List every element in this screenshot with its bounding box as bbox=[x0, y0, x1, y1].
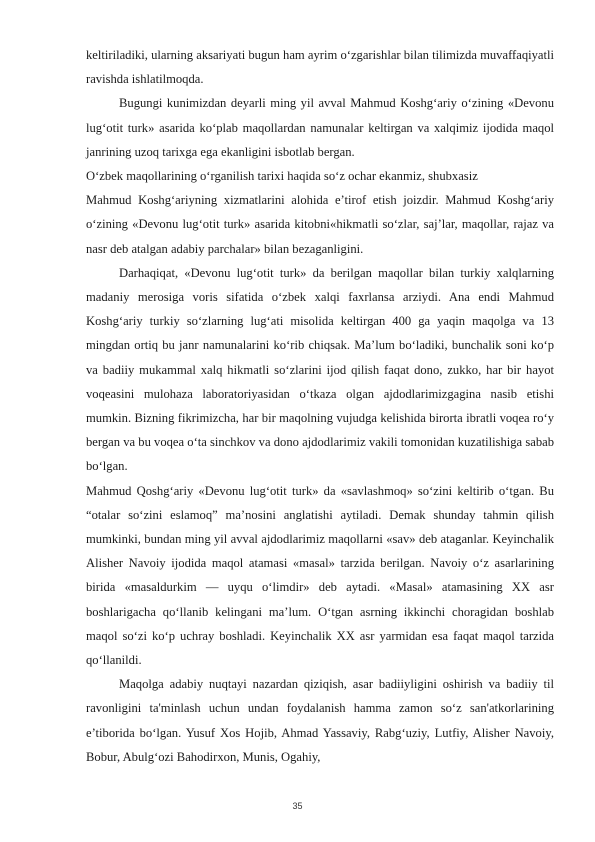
paragraph-continuation: keltiriladiki, ularning aksariyati bugun ham ayrim o‘zgarishlar bilan tilimizda muvaffaqiyatli ravishda ishlatilmoqda. bbox=[86, 48, 554, 87]
paragraph: Mahmud Qoshg‘ariy «Devonu lug‘otit turk» da «savlashmoq» so‘zini keltirib o‘tgan. Bu “otalar so‘zini eslamoq” ma’nosini anglatishi aytiladi. Demak shunday tahmin qilish mumkinki, bundan ming yil avval ajdodlarimiz maqollarni «sav» deb ataganlar. Keyinchalik Alisher Navoiy ijodida maqol atamasi «masal» tarzida berilgan. Navoiy o‘z asarlarining birida «masaldurkim — uyqu o‘limdir» deb aytadi. «Masal» atamasining XX asr boshlarigacha qo‘llanib kelingani ma’lum. O‘tgan asrning ikkinchi choragidan boshlab maqol so‘zi ko‘p uchray boshladi. Keyinchalik XX asr yarmidan esa faqat maqol tarzida qo‘llanildi. bbox=[86, 483, 554, 668]
paragraph: O‘zbek maqollarining o‘rganilish tarixi haqida so‘z ochar ekanmiz, shubxasiz bbox=[86, 169, 478, 184]
paragraph: Bugungi kunimizdan deyarli ming yil avval Mahmud Koshg‘ariy o‘zining «Devonu lug‘otit turk» asarida ko‘plab maqollardan namunalar keltirgan va xalqimiz ijodida maqol janrining uzoq tarixga ega ekanligini isbotlab bergan. bbox=[86, 96, 554, 159]
body-text bbox=[86, 43, 554, 769]
page-number: 35 bbox=[292, 801, 303, 811]
paragraph: Darhaqiqat, «Devonu lug‘otit turk» da berilgan maqollar bilan turkiy xalqlarning madaniy merosiga voris sifatida o‘zbek xalqi faxrlansa arziydi. Ana endi Mahmud Koshg‘ariy turkiy so‘zlarning lug‘ati misolida keltirgan 400 ga yaqin maqolga va 13 mingdan ortiq bu janr namunalarini ko‘rib chiqsak. Ma’lum bo‘ladiki, bunchalik soni ko‘p va badiiy mukammal xalq hikmatli so‘zlarini ijod qilish faqat dono, zukko, har bir hayot voqeasini mulohaza laboratoriyasidan o‘tkaza olgan ajdodlarimizgagina nasib etishi mumkin. Bizning fikrimizcha, har bir maqolning vujudga kelishida birorta ibratli voqea ro‘y bergan va bu voqea o‘ta sinchkov va dono ajdodlarimiz vakili tomonidan kuzatilishiga sabab bo‘lgan. bbox=[86, 265, 554, 474]
paragraph: Mahmud Koshg‘ariyning xizmatlarini alohida e’tirof etish joizdir. Mahmud Koshg‘ariy o‘zining «Devonu lug‘otit turk» asarida kitobni«hikmatli so‘zlar, saj’lar, maqollar, rajaz va nasr deb atalgan adabiy parchalar» bilan bezaganligini. bbox=[86, 193, 554, 256]
paragraph: Maqolga adabiy nuqtayi nazardan qiziqish, asar badiiyligini oshirish va badiiy til ravonligini ta'minlash uchun undan foydalanish hamma zamon so‘z san'atkorlarining e’tiborida bo‘lgan. Yusuf Xos Hojib, Ahmad Yassaviy, Rabg‘uziy, Lutfiy, Alisher Navoiy, Bobur, Abulg‘ozi Bahodirxon, Munis, Ogahiy, bbox=[86, 677, 554, 764]
